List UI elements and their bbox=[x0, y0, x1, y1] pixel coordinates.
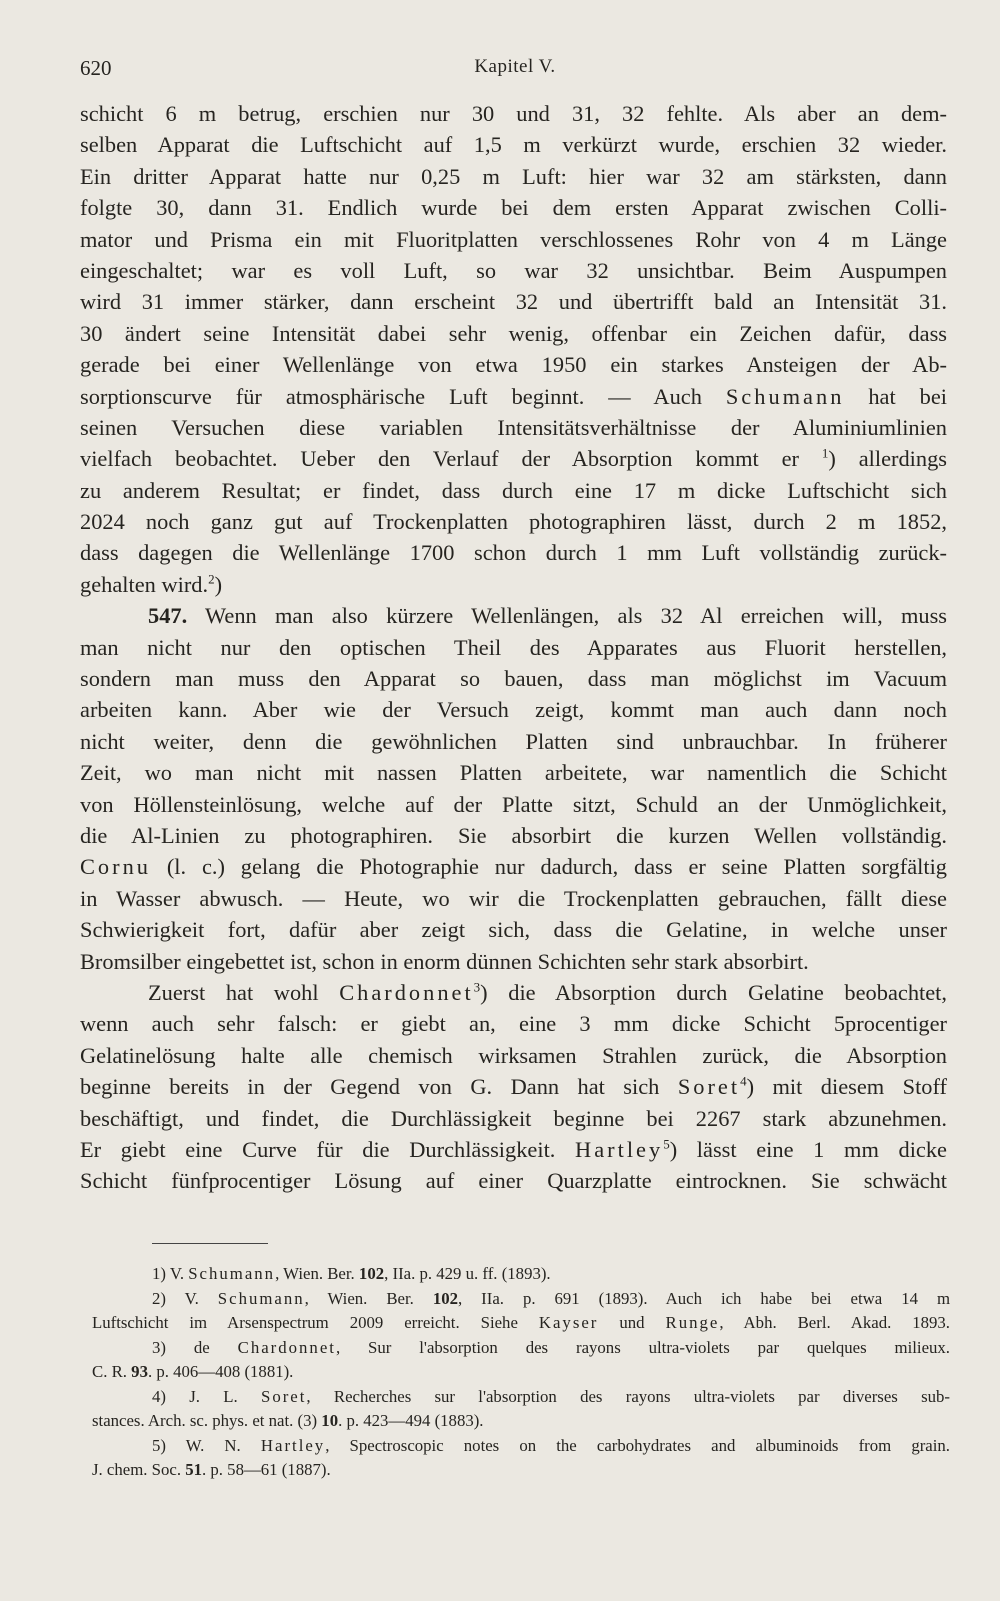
author-name: Soret bbox=[677, 1074, 741, 1100]
volume-number: 102 bbox=[432, 1288, 458, 1308]
text-line bbox=[80, 977, 947, 1008]
author-name: Schumann bbox=[217, 1288, 305, 1308]
footnote-rule bbox=[152, 1243, 268, 1244]
text-line: folgte 30, dann 31. Endlich wurde bei dem ersten Apparat zwischen Colli- bbox=[80, 195, 947, 221]
text-line: gerade bei einer Wellenlänge von etwa 1950 ein starkes Ansteigen der Ab- bbox=[80, 352, 947, 378]
text-line: seinen Versuchen diese variablen Intensitätsverhältnisse der Aluminiumlinien bbox=[80, 414, 947, 440]
footnote-line bbox=[92, 1262, 950, 1287]
text-run: 5) W. N. bbox=[152, 1435, 261, 1455]
text-line: wenn auch sehr falsch: er giebt an, eine 3 mm dicke Schicht 5procentiger bbox=[80, 1011, 947, 1037]
footnote-ref: 3 bbox=[473, 979, 481, 995]
page-number: 620 bbox=[80, 56, 112, 80]
text-run: 2) V. bbox=[152, 1288, 218, 1308]
text-run: ) mit diesem Stoff bbox=[746, 1074, 948, 1100]
text-run: Wenn man also kürzere Wellenlängen, als 32 Al erreichen will, muss bbox=[187, 603, 947, 629]
text-line: zu anderem Resultat; er findet, dass durch eine 17 m dicke Luftschicht sich bbox=[80, 477, 947, 503]
footnote-line bbox=[92, 1409, 950, 1434]
text-run: Zuerst hat wohl bbox=[148, 979, 340, 1005]
running-head: Kapitel V. bbox=[474, 56, 556, 77]
text-line: dass dagegen die Wellenlänge 1700 schon durch 1 mm Luft vollständig zurück- bbox=[80, 540, 947, 566]
footnote-line bbox=[92, 1336, 950, 1361]
text-line: Zeit, wo man nicht mit nassen Platten arbeitete, war namentlich die Schicht bbox=[80, 760, 947, 786]
text-run: beginne bereits in der Gegend von G. Dann hat sich bbox=[80, 1074, 678, 1100]
text-line: schicht 6 m betrug, erschien nur 30 und 31, 32 fehlte. Als aber an dem- bbox=[80, 101, 947, 126]
text-line: 2024 noch ganz gut auf Trockenplatten photographiren lässt, durch 2 m 1852, bbox=[80, 509, 947, 535]
author-name: Cornu bbox=[80, 854, 151, 880]
text-run: , Abh. Berl. Akad. 1893. bbox=[719, 1313, 951, 1332]
text-line bbox=[80, 569, 947, 600]
footnote-line bbox=[92, 1458, 950, 1483]
footnote-ref: 5 bbox=[663, 1136, 670, 1152]
volume-number: 93 bbox=[131, 1362, 148, 1381]
text-line: sondern man muss den Apparat so bauen, dass man möglichst im Vacuum bbox=[80, 666, 947, 692]
text-line: Bromsilber eingebettet ist, schon in enorm dünnen Schichten sehr stark absorbirt. bbox=[80, 948, 809, 974]
author-name: Chardonnet bbox=[339, 979, 474, 1005]
footnote-ref: 4 bbox=[740, 1073, 747, 1089]
text-run: C. R. bbox=[92, 1362, 132, 1381]
text-run: 4) J. L. bbox=[152, 1386, 261, 1406]
author-name: Schumann bbox=[188, 1264, 276, 1283]
text-line bbox=[80, 1134, 947, 1165]
text-line: mator und Prisma ein mit Fluoritplatten verschlossenes Rohr von 4 m Länge bbox=[80, 226, 947, 252]
section-number: 547. bbox=[148, 603, 188, 629]
footnote-line bbox=[92, 1385, 950, 1410]
text-run: . p. 58—61 (1887). bbox=[202, 1460, 331, 1479]
text-line bbox=[80, 1071, 947, 1102]
body-text bbox=[80, 98, 947, 1197]
text-line: arbeiten kann. Aber wie der Versuch zeigt, kommt man auch dann noch bbox=[80, 697, 947, 723]
author-name: Chardonnet bbox=[237, 1337, 336, 1357]
text-run: Er giebt eine Curve für die Durchlässigkeit. bbox=[80, 1136, 576, 1162]
text-line: beschäftigt, und findet, die Durchlässigkeit beginne bei 2267 stark abzunehmen. bbox=[80, 1105, 947, 1131]
footnote-ref: 2 bbox=[208, 571, 215, 587]
text-line: Schicht fünfprocentiger Lösung auf einer Quarzplatte eintrocknen. Sie schwächt bbox=[80, 1168, 947, 1194]
text-line: 30 ändert seine Intensität dabei sehr wenig, offenbar ein Zeichen dafür, dass bbox=[80, 320, 947, 346]
text-line: Gelatinelösung halte alle chemisch wirksamen Strahlen zurück, die Absorption bbox=[80, 1042, 947, 1068]
text-run: stances. Arch. sc. phys. et nat. (3) bbox=[92, 1411, 322, 1430]
text-run: , IIa. p. 691 (1893). Auch ich habe bei etwa 14 m bbox=[457, 1288, 950, 1308]
text-line: nicht weiter, denn die gewöhnlichen Platten sind unbrauchbar. In früherer bbox=[80, 728, 947, 754]
footnote-ref: 1 bbox=[821, 445, 829, 461]
text-line: man nicht nur den optischen Theil des Apparates aus Fluorit herstellen, bbox=[80, 634, 947, 660]
volume-number: 102 bbox=[358, 1264, 385, 1283]
text-line: in Wasser abwusch. — Heute, wo wir die Trockenplatten gebrauchen, fällt diese bbox=[80, 885, 947, 911]
text-run: ) allerdings bbox=[828, 446, 947, 472]
text-line: eingeschaltet; war es voll Luft, so war 32 unsichtbar. Beim Auspumpen bbox=[80, 257, 947, 283]
text-run: , IIa. p. 429 u. ff. (1893). bbox=[384, 1264, 551, 1283]
author-name: Runge bbox=[665, 1313, 720, 1332]
text-run: 1) V. bbox=[152, 1264, 189, 1283]
text-line: von Höllensteinlösung, welche auf der Platte sitzt, Schuld an der Unmöglichkeit, bbox=[80, 791, 947, 817]
text-line: die Al-Linien zu photographiren. Sie absorbirt die kurzen Wellen vollständig. bbox=[80, 822, 947, 848]
text-line: Ein dritter Apparat hatte nur 0,25 m Luft: hier war 32 am stärksten, dann bbox=[80, 163, 947, 189]
text-run: ) die Absorption durch Gelatine beobachtet, bbox=[480, 979, 947, 1005]
text-line bbox=[80, 851, 947, 882]
text-line: Schwierigkeit fort, dafür aber zeigt sich, dass die Gelatine, in welche unser bbox=[80, 917, 947, 943]
text-run: . p. 423—494 (1883). bbox=[338, 1411, 484, 1430]
footnotes bbox=[92, 1262, 950, 1483]
text-run: 3) de bbox=[152, 1337, 238, 1357]
text-run: (l. c.) gelang die Photographie nur dadurch, dass er seine Platten sorgfältig bbox=[150, 854, 947, 880]
text-run: ) bbox=[214, 571, 223, 597]
author-name: Soret bbox=[260, 1386, 307, 1406]
text-run: sorptionscurve für atmosphärische Luft beginnt. — Auch bbox=[80, 383, 726, 409]
text-run: Luftschicht im Arsenspectrum 2009 erreicht. Siehe bbox=[92, 1313, 539, 1332]
text-line: selben Apparat die Luftschicht auf 1,5 m verkürzt wurde, erschien 32 wieder. bbox=[80, 132, 947, 158]
text-line bbox=[80, 443, 947, 474]
author-name: Hartley bbox=[260, 1435, 326, 1455]
text-line bbox=[80, 381, 947, 412]
volume-number: 51 bbox=[185, 1460, 202, 1479]
footnote-line bbox=[92, 1360, 950, 1385]
footnote-line bbox=[92, 1434, 950, 1459]
text-run: , Spectroscopic notes on the carbohydrates and albuminoids from grain. bbox=[325, 1435, 950, 1455]
author-name: Schumann bbox=[725, 383, 845, 409]
volume-number: 10 bbox=[321, 1411, 339, 1430]
text-run: hat bei bbox=[844, 383, 948, 409]
text-run: gehalten wird. bbox=[80, 571, 209, 597]
author-name: Kayser bbox=[538, 1313, 599, 1332]
footnote-line bbox=[92, 1287, 950, 1312]
text-run: und bbox=[598, 1313, 666, 1332]
footnote-line bbox=[92, 1311, 950, 1336]
text-run: vielfach beobachtet. Ueber den Verlauf der Absorption kommt er bbox=[80, 446, 822, 472]
text-run: J. chem. Soc. bbox=[92, 1460, 186, 1479]
text-run: . p. 406—408 (1881). bbox=[147, 1362, 294, 1381]
text-run: , Recherches sur l'absorption des rayons ultra-violets par diverses sub- bbox=[306, 1386, 950, 1406]
text-line bbox=[80, 600, 947, 631]
text-run: , Wien. Ber. bbox=[304, 1288, 433, 1308]
page-header bbox=[80, 56, 950, 96]
text-run: , Sur l'absorption des rayons ultra-violets par quelques milieux. bbox=[335, 1337, 950, 1357]
text-line: wird 31 immer stärker, dann erscheint 32 und übertrifft bald an Intensität 31. bbox=[80, 289, 947, 315]
text-run: , Wien. Ber. bbox=[275, 1264, 359, 1283]
author-name: Hartley bbox=[575, 1136, 664, 1162]
text-run: ) lässt eine 1 mm dicke bbox=[669, 1136, 947, 1162]
